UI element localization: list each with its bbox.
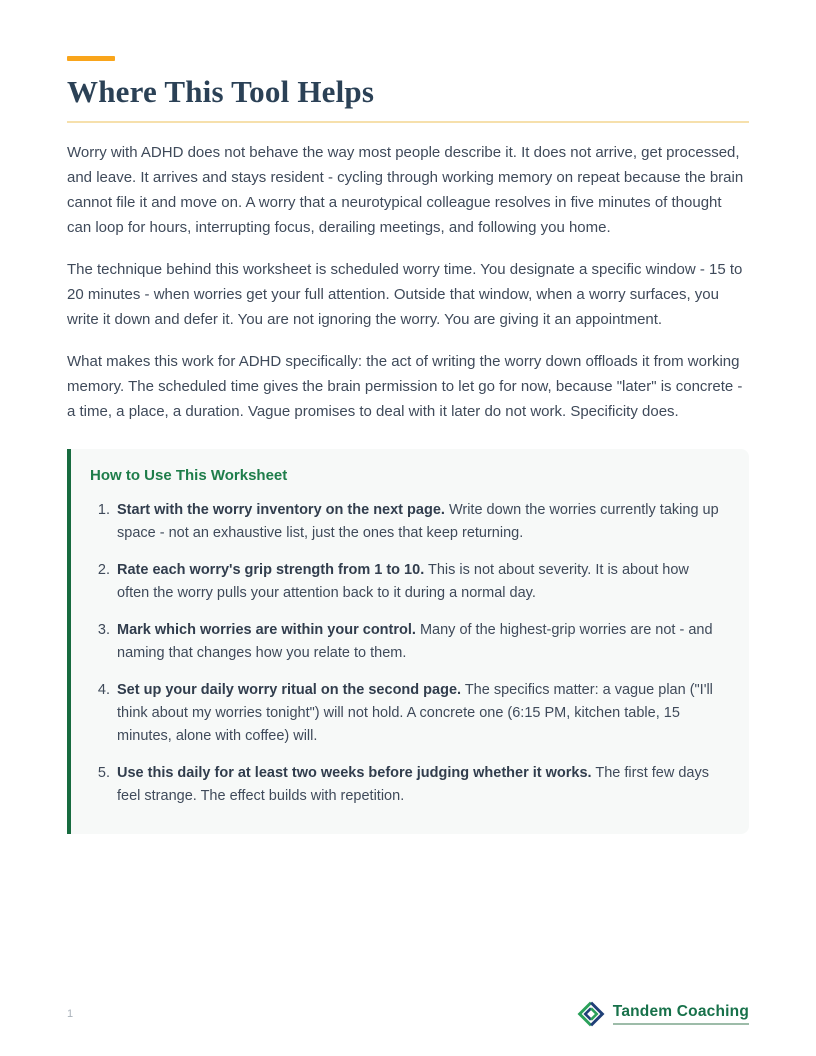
step-detail: The specifics matter: a vague plan ("I'll think about my worries tonight") will not hold. A concrete one (6:15 PM, kitchen table, 15 minutes, alone with coffee) will. <box>117 681 713 744</box>
brand-name: Tandem Coaching <box>613 1003 749 1025</box>
step-text <box>117 499 725 545</box>
step-number: 3. <box>97 621 110 638</box>
title-divider <box>67 121 749 123</box>
step-number: 1. <box>97 501 110 518</box>
accent-bar <box>67 56 115 61</box>
step-number: 4. <box>97 681 110 698</box>
step-lead: Use this daily for at least two weeks before judging whether it works. <box>117 764 592 781</box>
step-lead: Mark which worries are within your control. <box>117 621 416 638</box>
how-to-step-2 <box>90 559 725 605</box>
page-title: Where This Tool Helps <box>67 74 375 109</box>
page-footer <box>67 1000 749 1028</box>
step-text <box>117 619 725 665</box>
step-text <box>117 762 725 808</box>
step-text <box>117 559 725 605</box>
step-number: 5. <box>97 764 110 781</box>
step-detail: Write down the worries currently taking up space - not an exhaustive list, just the ones that keep returning. <box>117 501 719 541</box>
intro-paragraph-1: Worry with ADHD does not behave the way most people describe it. It does not arrive, get processed, and leave. It arrives and stays resident - cycling through working memory on repeat because the brain cannot file it and move on. A worry that a neurotypical colleague resolves in five minutes of thought can loop for hours, interrupting focus, derailing meetings, and following you home. <box>67 143 744 236</box>
step-detail: Many of the highest-grip worries are not - and naming that changes how you relate to them. <box>117 621 713 661</box>
how-to-steps-list <box>90 499 725 808</box>
how-to-use-box <box>67 449 749 834</box>
how-to-step-4 <box>90 679 725 748</box>
page-number: 1 <box>67 1008 74 1020</box>
step-detail: This is not about severity. It is about how often the worry pulls your attention back to it during a normal day. <box>117 561 689 601</box>
intro-paragraph-2: The technique behind this worksheet is scheduled worry time. You designate a specific window - 15 to 20 minutes - when worries get your full attention. Outside that window, when a worry surfaces, you write it down and defer it. You are not ignoring the worry. You are giving it an appointment. <box>67 260 743 328</box>
brand-link[interactable] <box>577 1000 749 1028</box>
step-number: 2. <box>97 561 110 578</box>
step-lead: Set up your daily worry ritual on the second page. <box>117 681 462 698</box>
how-to-step-3 <box>90 619 725 665</box>
how-to-heading: How to Use This Worksheet <box>90 466 288 484</box>
step-text <box>117 679 725 748</box>
step-lead: Rate each worry's grip strength from 1 to 10. <box>117 561 425 578</box>
intro-paragraph-3: What makes this work for ADHD specifically: the act of writing the worry down offloads it from working memory. The scheduled time gives the brain permission to let go for now, because "later" is concrete - a time, a place, a duration. Vague promises to deal with it later do not work. Specificity does. <box>67 352 743 420</box>
step-lead: Start with the worry inventory on the next page. <box>117 501 445 518</box>
step-detail: The first few days feel strange. The effect builds with repetition. <box>117 764 709 804</box>
interlocking-diamonds-icon <box>577 1000 605 1028</box>
how-to-step-1 <box>90 499 725 545</box>
how-to-step-5 <box>90 762 725 808</box>
